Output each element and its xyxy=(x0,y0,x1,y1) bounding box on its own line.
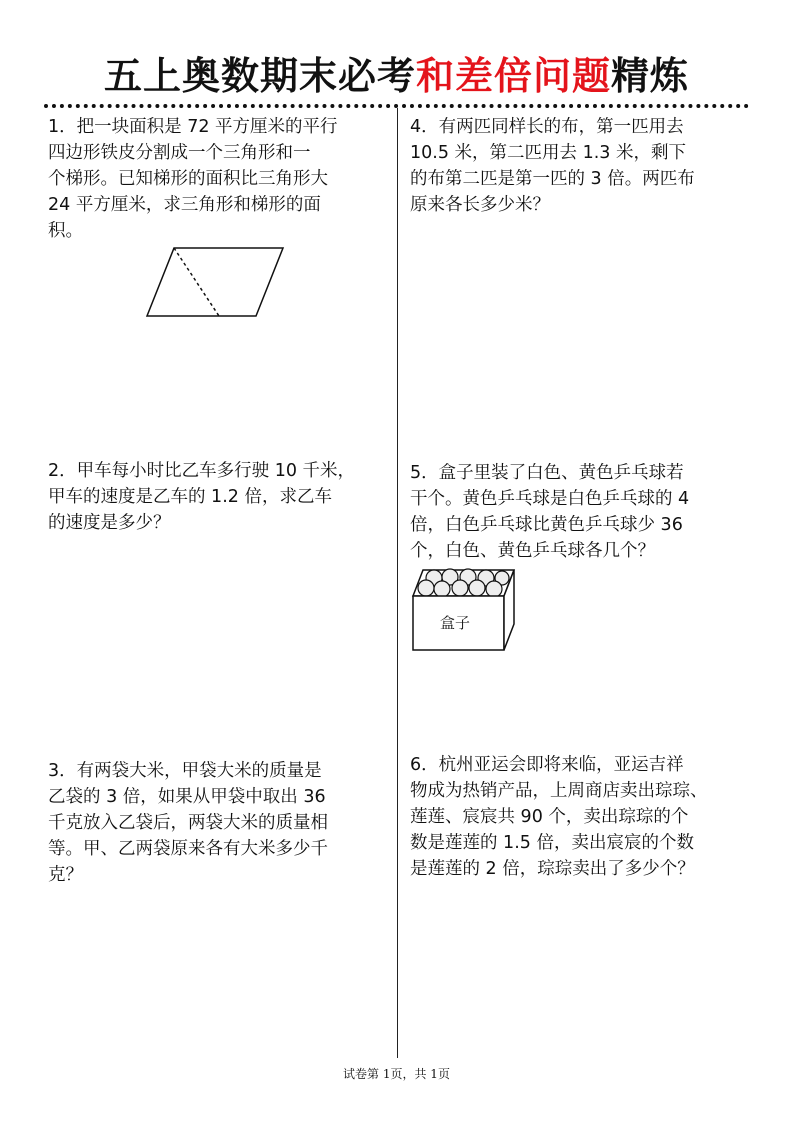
problem-3: 3．有两袋大米，甲袋大米的质量是 乙袋的 3 倍，如果从甲袋中取出 36 千克放入乙袋后，两袋大米的质量相 等。甲、乙两袋原来各有大米多少千 克？ xyxy=(48,761,328,885)
column-divider xyxy=(397,108,398,1058)
title-part-3: 精炼 xyxy=(611,54,690,98)
page-title xyxy=(0,52,793,100)
problem-5: 5．盒子里装了白色、黄色乒乓球若 干个。黄色乒乓球是白色乒乓球的 4 倍，白色乒乓球比黄色乒乓球少 36 个，白色、黄色乒乓球各几个？ xyxy=(410,463,690,561)
parallelogram-figure xyxy=(145,246,285,318)
problem-2: 2．甲车每小时比乙车多行驶 10 千米， 甲车的速度是乙车的 1.2 倍，求乙车 的速度是多少？ xyxy=(48,461,356,533)
problem-1: 1．把一块面积是 72 平方厘米的平行 四边形铁皮分割成一个三角形和一 个梯形。已知梯形的面积比三角形大 24 平方厘米，求三角形和梯形的面 积。 xyxy=(48,117,338,241)
page-footer: 试卷第 1页，共 1页 xyxy=(343,1067,450,1081)
box-label: 盒子 xyxy=(439,614,470,632)
ball-box-figure xyxy=(410,566,518,652)
problem-6: 6．杭州亚运会即将来临，亚运吉祥 物成为热销产品，上周商店卖出琮琮、 莲莲、宸宸共 90 个，卖出琮琮的个 数是莲莲的 1.5 倍，卖出宸宸的个数 是莲莲的 2 倍，琮琮卖出了多少个？ xyxy=(410,755,708,879)
problem-4: 4．有两匹同样长的布，第一匹用去 10.5 米，第二匹用去 1.3 米，剩下 的布第二匹是第一匹的 3 倍。两匹布 原来各长多少米？ xyxy=(410,117,695,215)
title-highlight: 和差倍问题 xyxy=(415,54,611,98)
title-part-1: 五上奥数期末必考 xyxy=(103,54,416,98)
